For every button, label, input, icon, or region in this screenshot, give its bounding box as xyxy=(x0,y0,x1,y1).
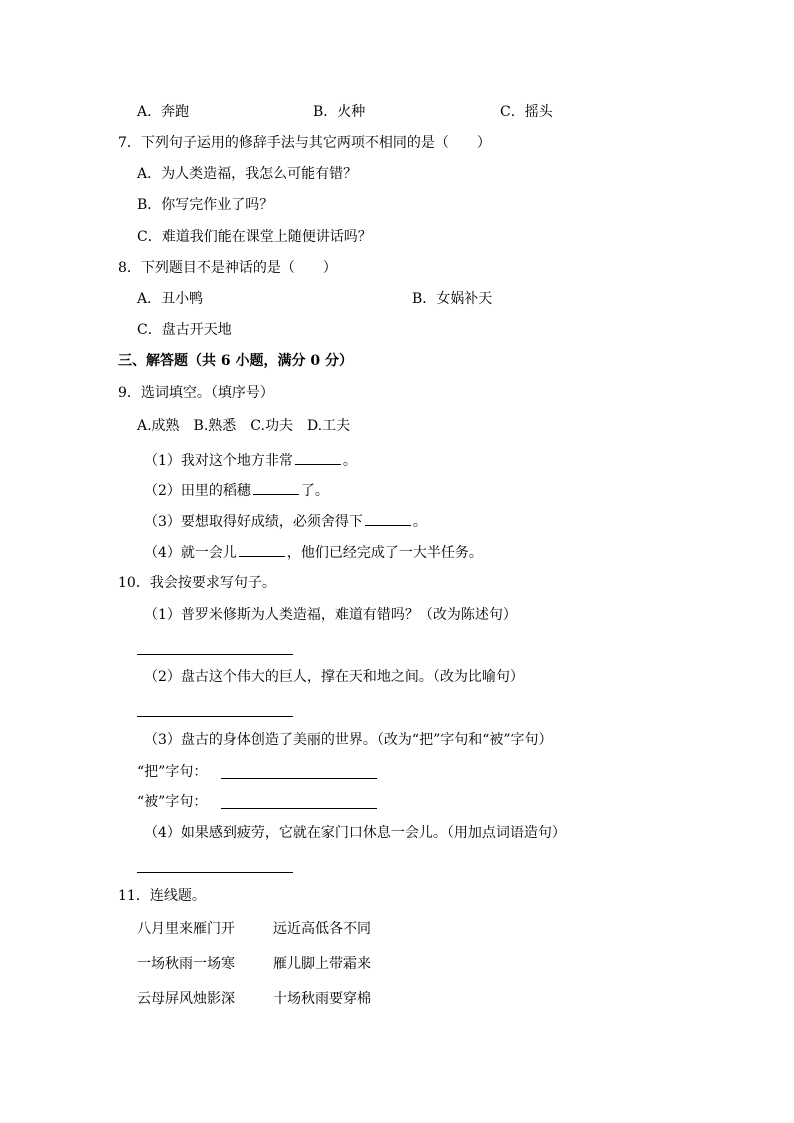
match-left-item[interactable]: 云母屏风烛影深 xyxy=(137,991,235,1007)
match-right-item[interactable]: 十场秋雨要穿棉 xyxy=(273,991,371,1007)
match-right-item[interactable]: 雁儿脚上带霜来 xyxy=(273,956,371,972)
q10-sentence-2: （2）盘古这个伟大的巨人，撑在天和地之间。（改为比喻句） xyxy=(144,669,524,685)
q9-sentence-1: （1）我对这个地方非常 。 xyxy=(144,450,357,471)
q8-stem: 8．下列题目不是神话的是（ ） xyxy=(118,260,337,276)
q7-option-b: B．你写完作业了吗？ xyxy=(137,197,274,213)
q9-stem: 9．选词填空。（填序号） xyxy=(118,385,274,401)
q10-sentence-4: （4）如果感到疲劳，它就在家门口休息一会儿。（用加点词语造句） xyxy=(144,825,566,841)
answer-blank[interactable] xyxy=(253,480,299,495)
answer-line[interactable] xyxy=(137,716,293,717)
section-title: 三、解答题（共 6 小题，满分 0 分） xyxy=(118,353,353,369)
answer-line[interactable] xyxy=(221,808,377,809)
q8-option-b: B．女娲补天 xyxy=(412,291,493,307)
q10-sentence-1: （1）普罗米修斯为人类造福，难道有错吗？（改为陈述句） xyxy=(144,607,517,623)
q9-sentence-3: （3）要想取得好成绩，必须舍得下 。 xyxy=(144,511,427,532)
q11-stem: 11．连线题。 xyxy=(118,888,206,904)
match-left-item[interactable]: 八月里来雁门开 xyxy=(137,921,235,937)
q6-option-a: A．奔跑 xyxy=(137,104,190,120)
q10-stem: 10．我会按要求写句子。 xyxy=(118,575,276,591)
q7-option-c: C．难道我们能在课堂上随便讲话吗？ xyxy=(137,229,372,245)
answer-blank[interactable] xyxy=(365,511,411,526)
q6-option-c: C．摇头 xyxy=(500,104,553,120)
match-left-item[interactable]: 一场秋雨一场寒 xyxy=(137,956,235,972)
q10-sentence-3: （3）盘古的身体创造了美丽的世界。（改为“把”字句和“被”字句） xyxy=(144,732,553,748)
q9-sentence-2: （2）田里的稻穗 了。 xyxy=(144,480,329,501)
q8-option-a: A．丑小鸭 xyxy=(137,291,204,307)
q9-sentence-4: （4）就一会儿 ，他们已经完成了一大半任务。 xyxy=(144,542,483,563)
answer-blank[interactable] xyxy=(239,542,285,557)
q7-stem: 7．下列句子运用的修辞手法与其它两项不相同的是（ ） xyxy=(118,135,491,151)
bei-sentence-label: “被”字句： xyxy=(137,794,208,810)
answer-line[interactable] xyxy=(137,654,293,655)
q6-option-b: B．火种 xyxy=(313,104,366,120)
q9-options: A.成熟 B.熟悉 C.功夫 D.工夫 xyxy=(137,418,351,434)
answer-line[interactable] xyxy=(221,778,377,779)
q8-option-c: C．盘古开天地 xyxy=(137,322,232,338)
match-right-item[interactable]: 远近高低各不同 xyxy=(273,921,371,937)
answer-line[interactable] xyxy=(137,872,293,873)
ba-sentence-label: “把”字句： xyxy=(137,764,208,780)
q7-option-a: A．为人类造福，我怎么可能有错？ xyxy=(137,166,358,182)
answer-blank[interactable] xyxy=(295,450,341,465)
